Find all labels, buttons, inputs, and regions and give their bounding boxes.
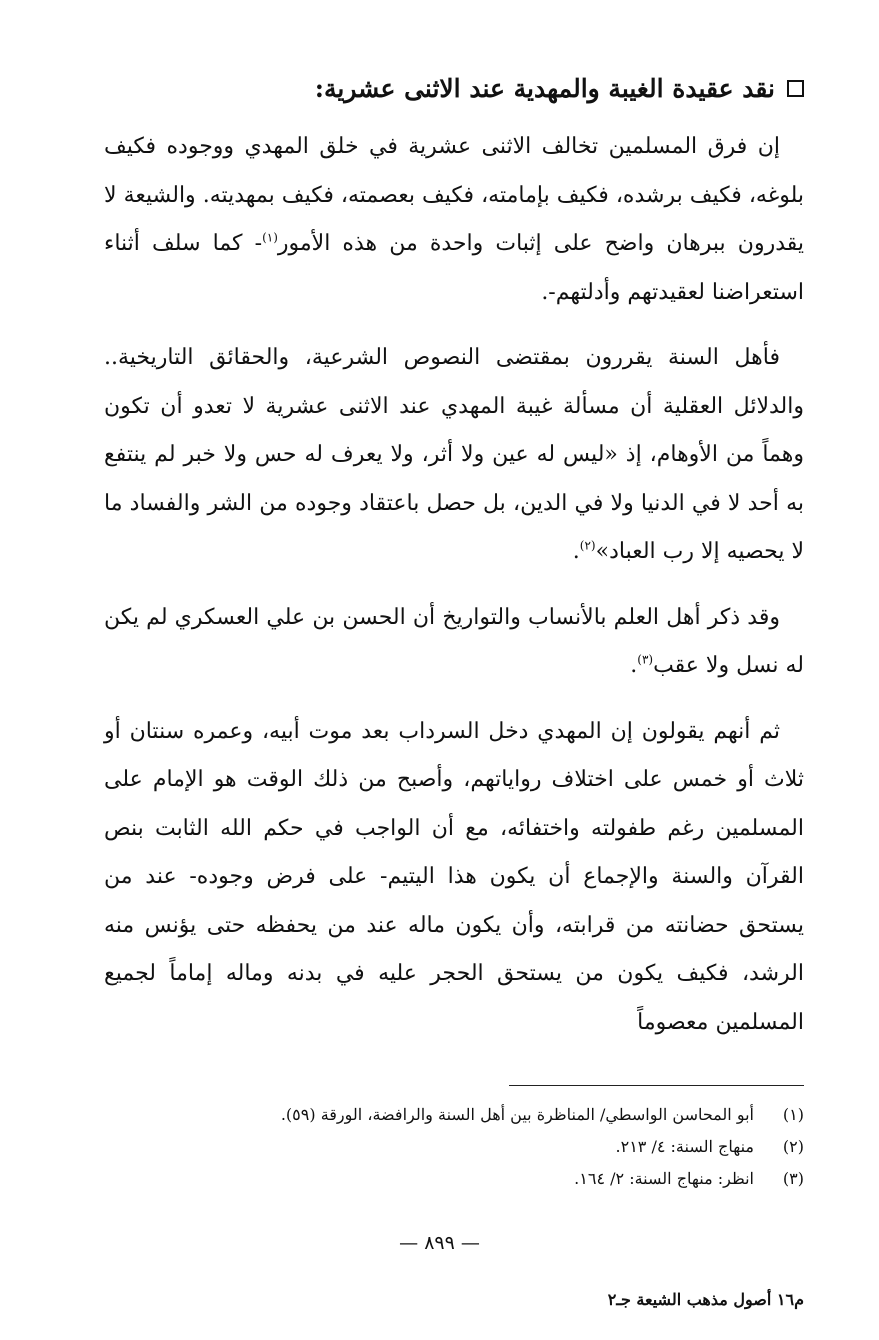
paragraph-2 [104, 334, 804, 577]
footnote-reference[interactable]: (٣) [637, 652, 654, 667]
footnote-text: منهاج السنة: ٤/ ٢١٣. [615, 1137, 754, 1156]
footnote-number: (٢) [782, 1137, 804, 1156]
running-footer: م١٦ أصول مذهب الشيعة جـ٢ [607, 1290, 804, 1309]
paragraph-1 [104, 123, 804, 317]
footnote-text: أبو المحاسن الواسطي/ المناظرة بين أهل السنة والرافضة، الورقة (٥٩). [280, 1105, 754, 1124]
paragraph-text: . [572, 539, 580, 564]
footnote-number: (٣) [782, 1169, 804, 1188]
paragraph-text: . [630, 653, 638, 678]
paragraph-text: - كما سلف أثناء استعراضنا لعقيدتهم وأدلتهم-. [104, 231, 804, 305]
paragraph-text: ثم أنهم يقولون إن المهدي دخل السرداب بعد موت أبيه، وعمره سنتان أو ثلاث أو خمس على اختلاف رواياتهم، وأصبح من ذلك الوقت هو الإمام على المسلمين رغم طفولته واختفائه، مع أن الواجب في حكم الله الثابت بنص القرآن والسنة والإجماع أن يكون هذا اليتيم- على فرض وجوده- عند من يستحق حضانته من قرابته، وأن يكون ماله عند من يحفظه حتى يؤنس منه الرشد، فكيف يكون من يستحق الحجر عليه في بدنه وماله إماماً لجميع المسلمين معصوماً [104, 718, 804, 1035]
footnote-number: (١) [782, 1105, 804, 1124]
footnote-reference[interactable]: (٢) [579, 538, 596, 553]
footnotes [104, 1099, 804, 1195]
body-text [104, 123, 804, 1064]
footnote-item [104, 1099, 804, 1131]
paragraph-text: إن فرق المسلمين تخالف الاثنى عشرية في خلق المهدي ووجوده فكيف بلوغه، فكيف برشده، فكيف بإمامته، فكيف بعصمته، فكيف بمهديته. والشيعة لا يقدرون ببرهان واضح على إثبات واحدة من هذه الأمور [104, 134, 804, 256]
heading-square-icon [787, 80, 804, 97]
heading-text: نقد عقيدة الغيبة والمهدية عند الاثنى عشرية: [314, 73, 775, 103]
footnote-item [104, 1163, 804, 1195]
footnote-reference[interactable]: (١) [262, 230, 278, 245]
paragraph-text: وقد ذكر أهل العلم بالأنساب والتواريخ أن الحسن بن علي العسكري لم يكن له نسل ولا عقب [104, 604, 804, 678]
paragraph-4 [104, 708, 804, 1048]
footnote-divider [509, 1085, 804, 1086]
footnote-text: انظر: منهاج السنة: ٢/ ١٦٤. [574, 1169, 754, 1188]
section-heading [70, 70, 804, 106]
page-number: — ٨٩٩ — [399, 1232, 480, 1254]
paragraph-3 [104, 594, 804, 691]
footnote-item [104, 1131, 804, 1163]
paragraph-text: فأهل السنة يقررون بمقتضى النصوص الشرعية، والحقائق التاريخية.. والدلائل العقلية أن مسألة غيبة المهدي عند الاثنى عشرية لا تعدو أن تكون وهماً من الأوهام، إذ «ليس له عين ولا أثر، ولا يعرف له حس ولا خبر لم ينتفع به أحد لا في الدنيا ولا في الدين، بل حصل باعتقاد وجوده من الشر والفساد ما لا يحصيه إلا رب العباد» [104, 345, 804, 564]
